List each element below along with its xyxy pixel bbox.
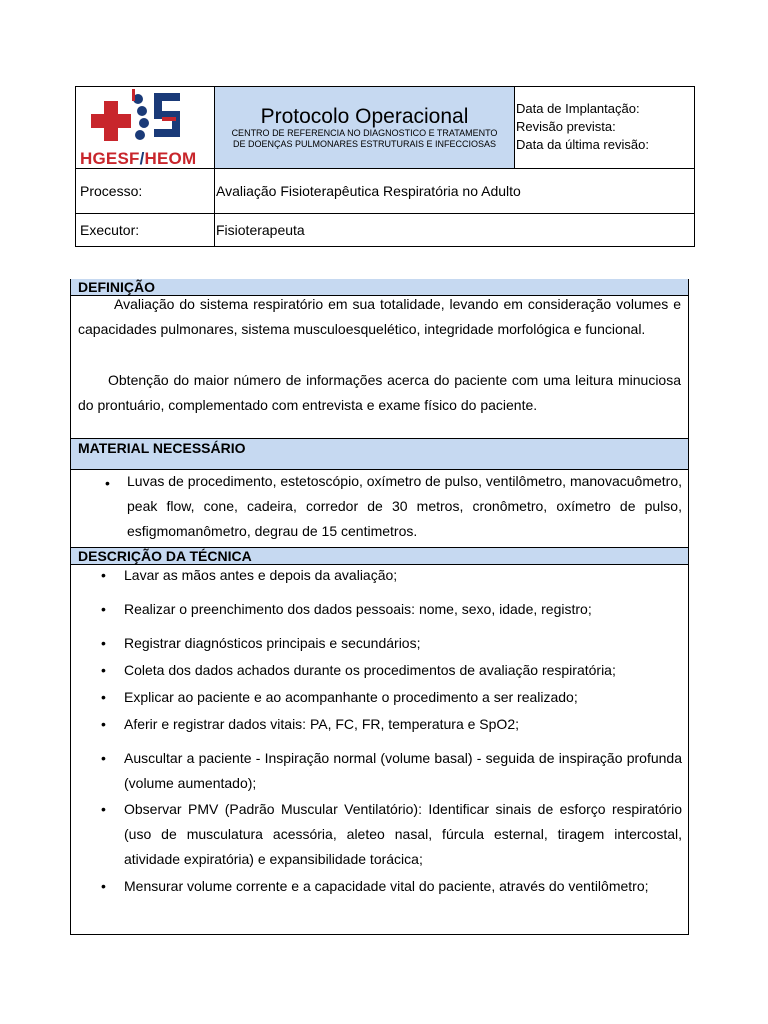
date-implant-label: Data de Implantação:	[516, 101, 640, 116]
process-label: Processo:	[80, 183, 143, 199]
section-heading-tecnica: DESCRIÇÃO DA TÉCNICA	[71, 547, 688, 565]
section-heading-definicao: DEFINIÇÃO	[71, 279, 688, 296]
process-value: Avaliação Fisioterapêutica Respiratória no Adulto	[216, 183, 521, 199]
tecnica-item: Auscultar a paciente - Inspiração normal (volume basal) - seguida de inspiração profunda (volume aumentado);	[124, 750, 682, 791]
last-revision-label: Data da última revisão:	[516, 137, 649, 152]
tecnica-item: Coleta dos dados achados durante os procedimentos de avaliação respiratória;	[124, 662, 616, 678]
hospital-logo	[76, 87, 214, 169]
bullet-icon: •	[101, 750, 106, 766]
logo-text: HGESF/HEOM	[80, 149, 197, 168]
bullet-icon: •	[101, 662, 106, 678]
executor-value: Fisioterapeuta	[216, 222, 305, 238]
tecnica-item: Realizar o preenchimento dos dados pessoais: nome, sexo, idade, registro;	[124, 601, 592, 617]
bullet-icon: •	[101, 878, 106, 894]
material-item: Luvas de procedimento, estetoscópio, oxímetro de pulso, ventilômetro, manovacuômetro, peak flow, cone, cadeira, corredor de 30 metros, cronômetro, oxímetro de pulso, esfigmomanômetro, degrau de 15 centimetros.	[127, 473, 682, 539]
bullet-icon: •	[101, 567, 106, 583]
dates-block	[516, 100, 649, 154]
bullet-icon: •	[101, 801, 106, 817]
definicao-paragraph-2: Obtenção do maior número de informações acerca do paciente com uma leitura minuciosa do prontuário, complementado com entrevista e exame físico do paciente.	[78, 372, 681, 413]
header-table	[75, 86, 695, 247]
section-heading-material: MATERIAL NECESSÁRIO	[71, 438, 688, 470]
bullet-icon: •	[105, 475, 110, 491]
tecnica-item: Registrar diagnósticos principais e secundários;	[124, 635, 421, 651]
tecnica-item: Mensurar volume corrente e a capacidade vital do paciente, através do ventilômetro;	[124, 878, 649, 894]
tecnica-item: Aferir e registrar dados vitais: PA, FC, FR, temperatura e SpO2;	[124, 716, 519, 732]
logo-emblem-icon	[76, 87, 214, 149]
subtitle: CENTRO DE REFERENCIA NO DIAGNOSTICO E TRATAMENTO DE DOENÇAS PULMONARES ESTRUTURAIS E INFECCIOSAS	[231, 128, 498, 149]
protocol-body	[70, 279, 689, 935]
revision-planned-label: Revisão prevista:	[516, 119, 616, 134]
bullet-icon: •	[101, 716, 106, 732]
definicao-paragraph-1: Avaliação do sistema respiratório em sua totalidade, levando em consideração volumes e capacidades pulmonares, sistema musculoesquelético, integridade morfológica e funcional.	[78, 296, 681, 337]
bullet-icon: •	[101, 689, 106, 705]
bullet-icon: •	[101, 635, 106, 651]
page-title: Protocolo Operacional	[260, 105, 469, 128]
tecnica-item: Observar PMV (Padrão Muscular Ventilatório): Identificar sinais de esforço respiratório (uso de musculatura acessória, aleteo nasal, fúrcula esternal, tiragem intercostal, atividade expiratória) e expansibilidade torácica;	[124, 801, 682, 867]
bullet-icon: •	[101, 601, 106, 617]
tecnica-item: Lavar as mãos antes e depois da avaliação;	[124, 567, 398, 583]
executor-label: Executor:	[80, 222, 140, 238]
tecnica-item: Explicar ao paciente e ao acompanhante o procedimento a ser realizado;	[124, 689, 578, 705]
title-cell	[215, 87, 514, 168]
